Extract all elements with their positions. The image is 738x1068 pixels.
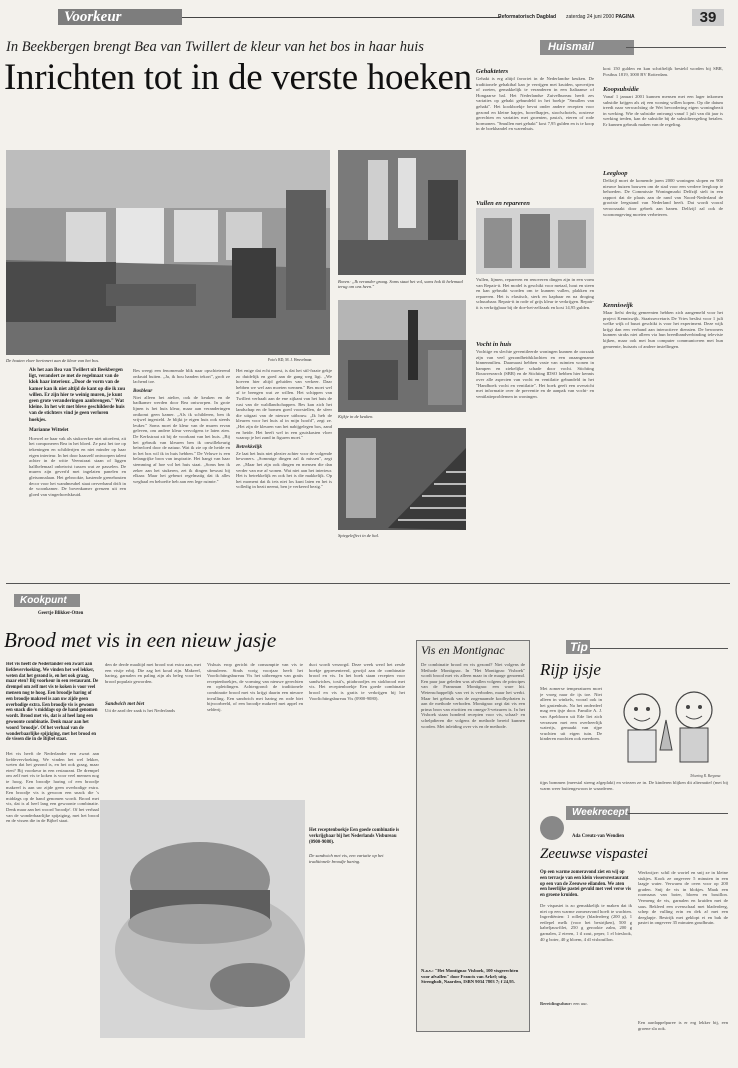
story-col2-b: Niet alleen het atelier, ook de keuken en de badkamer werden door Bea ontworpen. In grote lijnen is het huis kleur, maar aan veranderingen ontkomt geen kamer. „Als ik schilderen, ben ik vrijwel ingesteld. Je blijkt je eigen huis ook steeds leuker." Soms moet de kleur van de muren ervan geleven, om andere kleur vervolgens te laten zien. De Kerkstraat zit bij de voorkant van het huis. „Bij het gebruik van kleuren ben ik onwillekeurig beïnvloed door de natuur. Wat ik zie op de heide en in het bos wil ik in huis hebben." De Veluwe is een belangrijke bron van inspiratie. Het hangt van haar stemming af hoe vol het huis staat. „Soms ben ik zeker aan het stukeren, zet ik dingen bewust bij elkaar. Maar het gebeurt regelmatig dat ik alles weghaal en behoefte heb aan een lege ruimte." bbox=[133, 394, 230, 484]
kookpunt-col-1 bbox=[6, 662, 99, 1021]
kookpunt-col-4 bbox=[309, 662, 405, 865]
weekrecept-intro: Op een warme zomeravond ziet en wij op een terrasje van een klein vissersrestaurant op een van de Zeeuwse eilanden. We aten een heerlijke pastei gevuld met veel verse vis en groene kruiden. bbox=[540, 870, 631, 899]
kookpunt-col1-body: Het vis heeft de Nederlander een zwart aan liefdevervloeking. We vinden het wel lekker, weten dat het gezond is, en het ook graag, maar eten? Bij voorkeur in een restaurant. De drempel om zelf met vis te koken is voor veel mensen nog te hoog. Een broodje haring of een broodje makreel is aan uw zijde geen overbodige extra. Een broodje vis is gewoon een snack die 's middags op de hand genomen wordt. Brood met vis, dat is al heel lang een gewoonte combinatie. Denk maar aan het woord 'broodje'. Of het verhaal van de wonderbaarlijke spijziging, met het brood en de vissen die in de Bijbel staat. bbox=[6, 751, 99, 824]
story-col2-subhead: Bosbleur bbox=[133, 387, 153, 394]
repair-product-image bbox=[476, 208, 594, 274]
kitchen-photo bbox=[338, 300, 466, 412]
tip-banner: Tip bbox=[566, 640, 590, 654]
stair-photo bbox=[338, 150, 466, 275]
item-vocht-body: Vochtige en slechte geventileerde woningen kunnen de oorzaak zijn van veel gezondheidsklachten en een onaangename binnenmilieu. Daarnaast hebben vaste van ruimten wonen in kampen en ziekelijke schade door vocht. Stichting Bouwresearch (SBR) en de Stichting IDSO hebben hier kennis over alle aspecten van vocht en ventilatie gebundeld in het "Handboek vocht en ventilatie". Het boek geeft een overzicht met informatie over de preventie en de aanpak van vocht- en ventilatieproblemen in woningen. bbox=[476, 349, 594, 399]
issue-date: zaterdag 24 juni 2000 PAGINA bbox=[566, 14, 635, 20]
hall-photo bbox=[338, 428, 466, 530]
kookpunt-col-3 bbox=[207, 662, 303, 790]
kookpunt-col-2 bbox=[105, 662, 201, 714]
kookpunt-author: Geertje Blikker-Otten bbox=[38, 611, 84, 616]
item-gehakteters-title: Gehakteters bbox=[476, 68, 509, 75]
living-room-photo bbox=[6, 150, 330, 355]
huismail-col-2 bbox=[603, 66, 723, 406]
hall-caption: Spiegeleffect in de hal. bbox=[338, 533, 379, 538]
kookpunt-photo-caption: De sandwich met vis, een variatie op het traditionele broodje haring. bbox=[309, 853, 384, 864]
item-kenniswijk-body: Maar liefst dertig gemeenten hebben zich aangemeld voor het project Kenniswijk. Staatssecretaris De Vries beslist voor 1 juli welke wijk of buurt geschikt is voor het experiment. Deze wijk krijgt dan een verband aan interactieve diensten. De bewoners kunnen straks niet alleen via hun breedbandverbinding televisie kijken, maar ook met hun computer communiceren met hun gemeente, huisarts of andere instellingen. bbox=[603, 310, 723, 349]
tip-headline: Rijp ijsje bbox=[540, 660, 601, 679]
weekrecept-author: Ada Creutz-van Wendien bbox=[572, 834, 625, 839]
story-col-2 bbox=[133, 368, 230, 535]
living-room-caption: De houten vloer herinnert aan de kleur van het bos. bbox=[6, 358, 100, 363]
hall-image bbox=[338, 428, 466, 530]
huismail-banner: Huismail bbox=[540, 40, 634, 55]
kookpunt-col2-a: den de derde maaltijd met brood wat extra aan, met een vistje erbij. Die zag het koud zijn. Makreel, haring, garnalen en paling zijn als beleg voor het brood populair geworden. bbox=[105, 662, 201, 684]
section-title: Voorkeur bbox=[64, 9, 122, 25]
weekrecept-headline: Zeeuwse vispastei bbox=[540, 846, 648, 862]
story-author: Marianne Wittelet bbox=[29, 427, 69, 433]
author-avatar bbox=[540, 816, 564, 840]
item-vocht-title: Vocht in huis bbox=[476, 341, 512, 348]
story-col2-a: Bes weegt een fenomenale blik naar opschieterend onkruid buiten. „Ja, ik hou handen tekort", groft ze lachend toe. bbox=[133, 368, 230, 385]
kitchen-image bbox=[338, 300, 466, 412]
weekrecept-method: Werkwijze: schil de wortel en snij ze in kleine stukjes. Kook ze ongeveer 5 minuten in een laagje water. Verwarm de oven voor op 200 graden. Snij de vis in blokjes. Maak een roomsaus van boter, bloem en bouillon. Vermeng de vis, garnalen en kruiden met de saus. Bekleed een ovenschaal met bladerdeeg, schep de vulling erin en dek af met een deeglapje. Bestrijk met geklopt ei en bak de pastei in ongeveer 35 minuten goudbruin. bbox=[638, 870, 728, 926]
kookpunt-banner: Kookpunt bbox=[14, 594, 80, 607]
gehakt-continued: kost 150 gulden en kan schriftelijk besteld worden bij SBR, Postbus 1819, 3000 BV Rotterdam. bbox=[603, 66, 723, 77]
story-col3-subhead: Betrekkelijk bbox=[236, 443, 262, 450]
weekrecept-body: De vispastei is zo gemakkelijk te maken dat ik niet op een warme zomeravond hoeft te wachten. Ingrediënten: 1 rolletje (bladerdeeg (200 g), 1 eetlepel melk (voor het bestrijken), 500 g kabeljauwfilet, 250 g gerookte zalm, 200 g garnalen, 2 eieren, 1 tl zout, peper, 1 el bieslook, 40 g boter, 40 g bloem, 4 dl visbouillon. bbox=[540, 902, 632, 942]
item-vullen-title: Vullen en repareren bbox=[476, 200, 530, 207]
masthead bbox=[0, 0, 738, 30]
kookpunt-intro: Het vis heeft de Nederlander een zwart aan liefdevervloeking. We vinden het wel lekker, weten dat het gezond is, en het ook graag, maar eten? Bij voorkeur in een restaurant. De drempel om zelf met vis te koken is voor veel mensen nog te hoog. Een broodje haring of een broodje makreel is aan uw zijde geen overbodige extra. Een broodje vis is gewoon een snack die 's middags op de hand genomen wordt. Brood met vis, dat is al heel lang een gewoonte combinatie. Denk maar aan het woord 'broodje'. Of het verhaal van de wonderbaarlijke spijziging, met het brood en de vissen die in de Bijbel staat. bbox=[6, 662, 99, 743]
kookpunt-booklet-note: Het receptenboekje Een goede combinatie is verkrijgbaar bij het Nederlands Visbureau (0900-9080). bbox=[309, 828, 400, 845]
story-intro: Als het aan Bea van Twillert uit Beekbergen ligt, verandert ze met de regelmaat van de klok haar interieur. „Door de vorm van de kamer kan ik niet altijd de kant op die ik zou willen. Er zijn hier te weinig muren, je kunt geen grote veranderingen aanbrengen." Wat kleine. In het wit met bleve geschilderde huis van de stichters vind je geen verloren hoekjes. bbox=[29, 368, 126, 423]
weekrecept-rule bbox=[628, 813, 728, 814]
kookpunt-col2-subhead: Sandwich met biet bbox=[105, 701, 145, 707]
weekrecept-col-1 bbox=[540, 870, 632, 1007]
kookpunt-headline: Brood met vis in een nieuw jasje bbox=[4, 628, 277, 652]
item-koopsubsidie-body: Vanaf 1 januari 2001 kunnen mensen met een lager inkomen subsidie krijgen als zij een woning willen kopen. Op die datum treedt naar verwachting de Wet bevordering eigen woningbezit in werking. Wie de subsidie ontvangt vanaf 1 juli van dit jaar is werking treden, kan de subsidie bij de subsidieregeling betalen. Er kunnen gebruik maken van de regeling. bbox=[603, 94, 723, 127]
montignac-box bbox=[416, 640, 530, 1032]
story-col1-body: Hoewel ze haar vak als stukwerker niet uitoefent, zit het componeren Bea in het bloed. Ze past het toe op tekeningen en schilderijen en niet minder op haar eigen interieur. In het door haarzelf ontworpen talent achter in de witte Veenstraat staan of liggen halfhelemaal onbetwist tussen wat ze passelen. De muren zijn geverfd met ingelaten panelen en gletsonnalaan. Het gebrookte, kastende grenehouten decor voor het wandmeubel staat oerverband drift in de woonkamer. De bovenkamer grenzen uit een gloed van vingerhoedskruid. bbox=[29, 435, 126, 497]
sandwich-photo bbox=[100, 800, 305, 1038]
item-kenniswijk-title: Kenniswijk bbox=[603, 302, 633, 309]
story-col3-a: Het enige dat echt moest, is dat het stil-fraaie gekje zo duidelijk en goed aan de gang weg ligt. „We hoeven hier altijd geluiden van verkeer. Daar hebben we wel aan moeten wennen." Bes moet wel af te brengen wat ze willen. Het schippen van Twillert verhaalt aan de ene zijkant van het huis de rust van de waldlandschappen. Bes kan zich het landschap en de bomen goed voorstellen, de sfeer die uitgaat van de nieuwe uitbouw. „Ik heb de kleuren voor het huis al in mijn hoofd", zegt ze. „Het zijn de kleuren van het nabijgelegen bos, zand en heide. Het heeft wel in een gruiskasten vloer waarop je het zand in figuren moet." bbox=[236, 368, 332, 441]
tip-rule bbox=[590, 648, 728, 649]
sandwich-image bbox=[100, 800, 305, 1038]
stair-image bbox=[338, 150, 466, 275]
drawing-credit: Tekening R. Bergsma bbox=[690, 774, 721, 778]
item-koopsubsidie-title: Koopsubsidie bbox=[603, 86, 639, 93]
paper-name: Reformatorisch Dagblad bbox=[498, 14, 557, 20]
item-vullen-body: Vullen, lijmen, repareren en renoveren dingen zijn in een vorm van Repair-it. Het model is geschikt voor metaal, hout en steen en kan gebruikt worden om te kunnen vullen, plakken en repareren. Het is elastisch, sterk en kapbaar en na droging schuurbaar. Repair-it in rode of grijs kleur te verkrijgen. Repair-it is verkrijgbaar bij de doe-het-zelfzaak en kost 14,95 gulden. bbox=[476, 277, 594, 310]
item-leegloop-title: Leegloop bbox=[603, 170, 628, 177]
kookpunt-col2-b: Uit de aard der zaak is het Nederlands bbox=[105, 708, 176, 713]
tip-body: Met zomerse temperaturen moet je vroeg naar de ijs toe. Niet alleen in winkels, vooral ook in het gastenhuis. Na het onderdeel mag een ijsje door. Familie A. J. van Apeldoorn uit Ede liet zich verrassen met een overheerlijk waterijs, gemaakt van rijpe vruchten uit eigen tuin. De kinderen mochten ook meedoen. bbox=[540, 686, 602, 742]
kookpunt-col4-body: duct wordt verzorgd. Deze week werd het zesde boekje gepresenteerd, gewijd aan de combinatie brood en vis. In het boek staan recepten voor sandwiches, tosti's, pitabroodjes en stokbrood met vis. Het receptenboekje Een goede combinatie brood en vis is gratis te verkrijgen bij het Voorlichtingsbureau Vis (0900-9080). bbox=[309, 662, 405, 701]
montignac-footer: N.a.v.: "Het Montignac Visboek, 100 visgerechten voor afvallen" door Francis van Arkel; uitg. Strengholt, Naarden, ISBN 9034 7803 7; f 24,95. bbox=[421, 968, 519, 985]
item-leegloop-body: Delfzijl moet de komende jaren 2000 woningen slopen en 900 nieuwe huizen bouwen om de stad voor een verdere leegloop te behoeden. De Commissie Woningmarkt Delfzijl stelt in een rapport dat de plaats aan de rand van Noord-Nederland de grootste leegstand van Nederland heeft. Dat wordt vooral veroorzaakt door gebrek aan banen. Delfzijl zal ook de woonomgeving moeten verbeteren. bbox=[603, 178, 723, 217]
children-icecream-drawing bbox=[606, 680, 730, 772]
weekrecept-footer: Een aardappelpuree is er erg lekker bij, een groene sla ook. bbox=[638, 1020, 728, 1031]
weekrecept-bereiding: Bereidingsduur: een uur. bbox=[540, 1000, 588, 1006]
kitchen-caption: Kijkje in de keuken. bbox=[338, 414, 374, 419]
story-col-1 bbox=[29, 368, 126, 536]
weekrecept-col-2 bbox=[638, 870, 728, 1031]
story-kicker: In Beekbergen brengt Bea van Twillert de kleur van het bos in haar huis bbox=[6, 39, 424, 55]
children-drawing bbox=[606, 680, 730, 772]
masthead-rule bbox=[182, 17, 500, 18]
tip-bottom: tijps bommen (meestal streng afgeplakt) en vriezen ze in. De kinderen blijken dit alternatief (met bij warm weer buitengewoon te waarderen. bbox=[540, 780, 728, 791]
huismail-rule bbox=[626, 47, 726, 48]
kookpunt-col3-body: Vishuis erop gericht de consumptie van vis te stimuleren. Sinds vorig voorjaar heeft het Voorlichtingsbureau Vis het uitbrengen van gratis receptenboekjes, de vorming van nieuwe gerechten en opleidingen. Achtergrond: de traditionele combinatie brood met vis krijgt daarin een nieuwe invulling. Een sandwich met haring en rode biet bijvoorbeeld, of een broodje makreel met appel en selderij. bbox=[207, 662, 303, 712]
montignac-body: De combinatie brood en vis gezond? Niet volgens de Methode Montignac. In "Het Montignac Visboek" wordt brood met vis alleen maar in de marge genoemd. Een paar jaar geleden was afvallen volgens de principes van de Fransman Montignac een ware hit. Wetenschappelijk van vet is verboden, maar het werkt. Maar het gebruik van de zogenaamde koolhydraten is aan de methode verboden. Montignac zegt dat vis een prima bron van eiwitten en omega-3-vetzuren is. In het Visboek staan honderd recepten voor vis, schaal- en schelpdieren die volgens de methode bereid kunnen worden. Met inleiding over vis en de methode. bbox=[421, 662, 525, 729]
story-col-3 bbox=[236, 368, 332, 521]
story-col3-b: Ze laat het huis niet plezier achter voor de volgende bewoners. „Sommige dingen zal ik missen", zegt ze. „Maar het zijn ook dingen en mensen die dan verder van me af wonen. Wat niet aan het interieur. Het is betrekkelijk en ook het is die makkelijk. Op het moment dat ik iets niet los kunt laten en het is volledig in bezit neemt, ben je verkeerd bezig." bbox=[236, 450, 332, 490]
page-number: 39 bbox=[692, 9, 724, 26]
montignac-title: Vis en Montignac bbox=[421, 643, 505, 657]
living-room-image bbox=[6, 150, 330, 355]
item-gehakteters-body: Gehakt is erg altijd favoriet in de Nederlandse keuken. De traditionele gehaktbal kan je verrijgen met kruiden, specerijen of zoeten, gemakkelijk te veranderen in een Italiaanse of Hongaarse bal. Het Nederlandse Zuivelbureau heeft zes variaties op gehakt gebundeld in het boekje "Smullen van gehakt". Het kookboekje bevat onder andere recepten voor gezond en kleine hapjes, borrelhapjes, stoofschotels, oosterse gerechten en variaties met groenten, pasta's, eieren of rode hormonen. "Smullen met gehakt" kost 7,95 gulden en is te koop in de boekhandel en warenhuis. bbox=[476, 76, 594, 132]
photo-credit: Foto's RD, M. J. Heuvelman bbox=[268, 358, 312, 362]
story-headline: Inrichten tot in de verste hoeken bbox=[4, 57, 472, 98]
repair-product-photo bbox=[476, 208, 594, 274]
stair-caption: Boven: „Ik verander graag. Soms staat het vol, soms hok ik helemaal terug om ons heen." bbox=[338, 279, 463, 289]
huismail-col-1 bbox=[476, 66, 594, 441]
page-divider bbox=[6, 583, 730, 584]
weekrecept-banner: Weekrecept bbox=[566, 806, 630, 820]
